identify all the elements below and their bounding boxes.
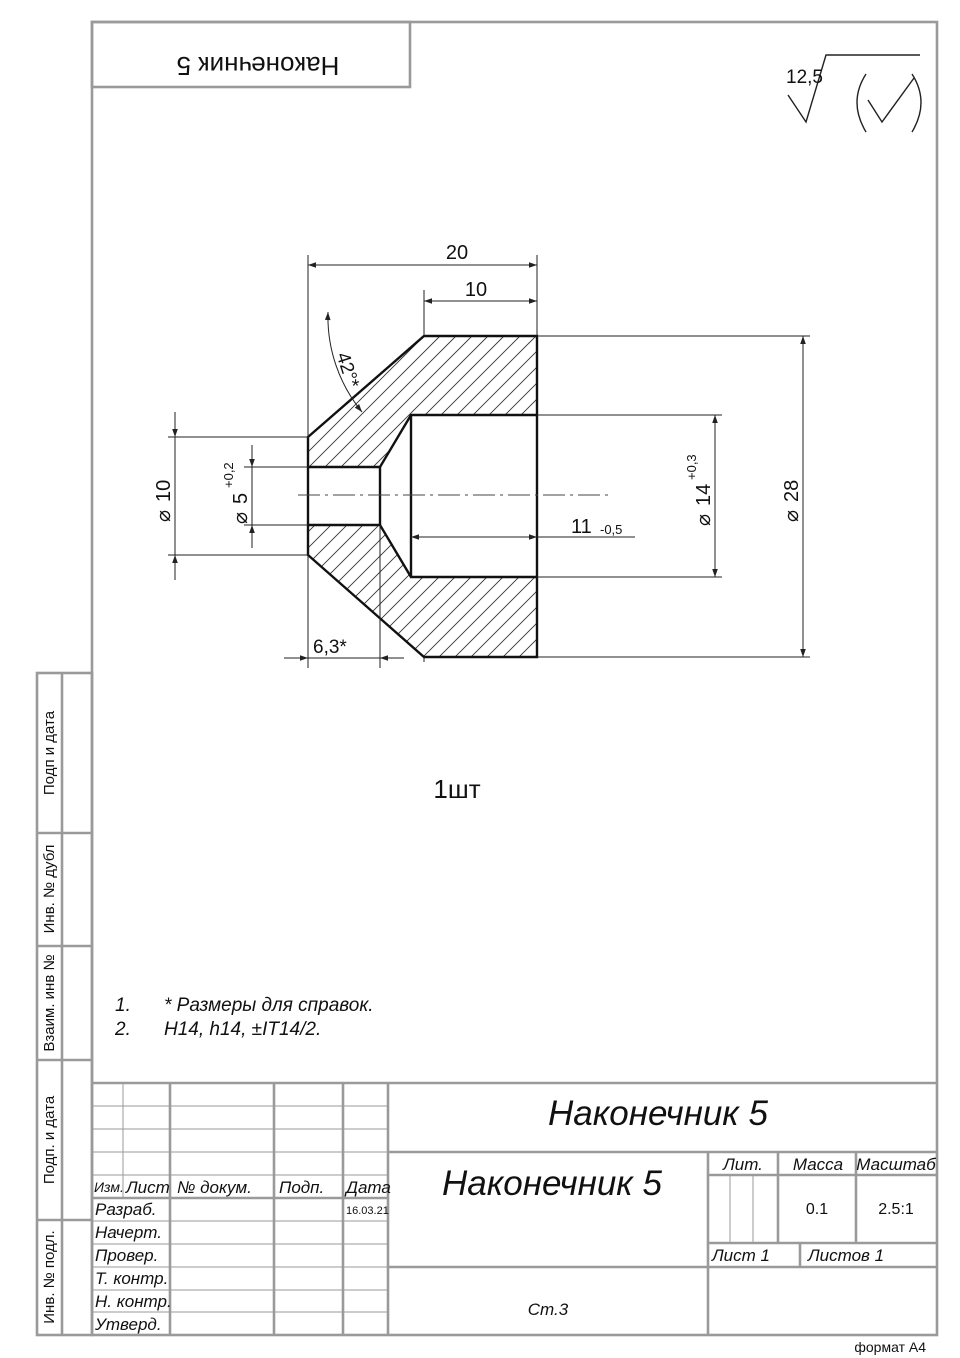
extension-lines (168, 255, 810, 668)
col-izm: Изм. (94, 1179, 124, 1195)
header-tab-title: Наконечник 5 (176, 51, 340, 81)
strip-label-podp-data2: Подп. и дата (41, 1095, 58, 1185)
hatch-line (484, 336, 808, 660)
hatch-line (52, 336, 376, 660)
row-t-kontr: Т. контр. (95, 1269, 169, 1288)
notes (114, 995, 374, 1040)
col-dokum: № докум. (177, 1178, 252, 1197)
diameter-symbol: ⌀ (153, 509, 175, 522)
masshtab-header: Масштаб (856, 1155, 936, 1174)
hatch-line (36, 336, 360, 660)
hatch-line (20, 336, 344, 660)
date-value: 16.03.21 (346, 1205, 389, 1217)
hatch-line (452, 336, 776, 660)
row-n-kontr: Н. контр. (95, 1292, 172, 1311)
hatch-line (468, 336, 792, 660)
hatch-line (580, 336, 904, 660)
hatch-line (228, 336, 552, 660)
format-label: формат А4 (854, 1339, 926, 1355)
col-podp: Подп. (279, 1178, 325, 1197)
hatch-line (564, 336, 888, 660)
dim-angle: 42°* (331, 349, 363, 391)
hatch-line (500, 336, 824, 660)
lit-header: Лит. (723, 1155, 763, 1174)
hatch-line (212, 336, 536, 660)
hatch-line (292, 336, 616, 660)
diameter-symbol: ⌀ (781, 509, 803, 522)
hatch-line (276, 336, 600, 660)
roughness-value: 12,5 (786, 67, 823, 88)
hatch-line (20, 336, 344, 660)
designation: Наконечник 5 (547, 1094, 769, 1133)
hatch-line (132, 336, 456, 660)
dim-bore-depth: 10 (464, 279, 488, 301)
diameter-symbol: ⌀ (230, 511, 252, 524)
strip-label-inv-podl: Инв. № подл. (41, 1230, 58, 1324)
strip-label-inv-dubl: Инв. № дубл (41, 844, 58, 934)
hatch-line (612, 336, 936, 660)
dim-dia-5-tol: +0,2 (221, 462, 236, 488)
dim-dia-14-tol: +0,3 (684, 454, 699, 480)
col-list: Лист (126, 1178, 170, 1197)
hatch-line (164, 336, 488, 660)
hatch-line (292, 336, 616, 660)
hatch-line (36, 336, 360, 660)
quantity-label: 1шт (433, 774, 481, 804)
dim-chamfer-length: 6,3* (313, 637, 347, 658)
hatch-line (404, 336, 728, 660)
row-nachert: Начерт. (95, 1223, 162, 1242)
title-block-texts (94, 1094, 937, 1334)
dim-dia-10: 10 (153, 479, 175, 502)
dim-dia-14: 14 (693, 483, 715, 506)
dim-overall-length: 20 (445, 242, 469, 264)
hatch-line (0, 336, 264, 660)
hatch-line (276, 336, 600, 660)
dimension-texts (153, 242, 803, 658)
hatch-line (244, 336, 568, 660)
dimension-lines (175, 265, 803, 658)
note-text: * Размеры для справок. (164, 995, 374, 1016)
row-prover: Провер. (95, 1246, 159, 1265)
hatch-line (596, 336, 920, 660)
row-utverd: Утверд. (95, 1315, 162, 1334)
hatch-line (500, 336, 824, 660)
note-number: 1. (115, 995, 131, 1016)
dim-bore-length: 11 (571, 516, 592, 538)
col-data: Дата (346, 1178, 391, 1197)
hatch-line (52, 336, 376, 660)
hatch-line (612, 336, 936, 660)
sheet-number: Лист 1 (712, 1246, 770, 1265)
scale-value: 2.5:1 (878, 1201, 914, 1218)
sheets-count: Листов 1 (808, 1246, 885, 1265)
hatch-line (356, 336, 680, 660)
mass-value: 0.1 (805, 1201, 829, 1218)
section-hatching (0, 336, 952, 660)
hatch-line (340, 336, 664, 660)
hatch-line (0, 336, 264, 660)
part-name: Наконечник 5 (441, 1164, 663, 1203)
hatch-line (148, 336, 472, 660)
massa-header: Масса (792, 1155, 844, 1174)
hatch-line (564, 336, 888, 660)
row-razrab: Разраб. (95, 1200, 157, 1219)
left-strip-labels (41, 710, 58, 1323)
dim-dia-5: 5 (230, 492, 252, 504)
hatch-line (388, 336, 712, 660)
sheet-frame (37, 22, 937, 1335)
strip-label-podp-data: Подп и дата (41, 710, 58, 796)
roughness-symbol (786, 55, 921, 132)
note-number: 2. (115, 1019, 131, 1040)
dim-bore-length-tol: -0,5 (600, 522, 623, 537)
strip-label-vzaim: Взаим. инв № (41, 954, 58, 1052)
hatch-line (100, 336, 424, 660)
hatch-line (372, 336, 696, 660)
dim-dia-28: 28 (781, 479, 803, 502)
material: Ст.3 (527, 1300, 569, 1319)
diameter-symbol: ⌀ (693, 513, 715, 526)
hatch-line (596, 336, 920, 660)
hatch-line (580, 336, 904, 660)
note-text: H14, h14, ±IT14/2. (164, 1019, 322, 1040)
